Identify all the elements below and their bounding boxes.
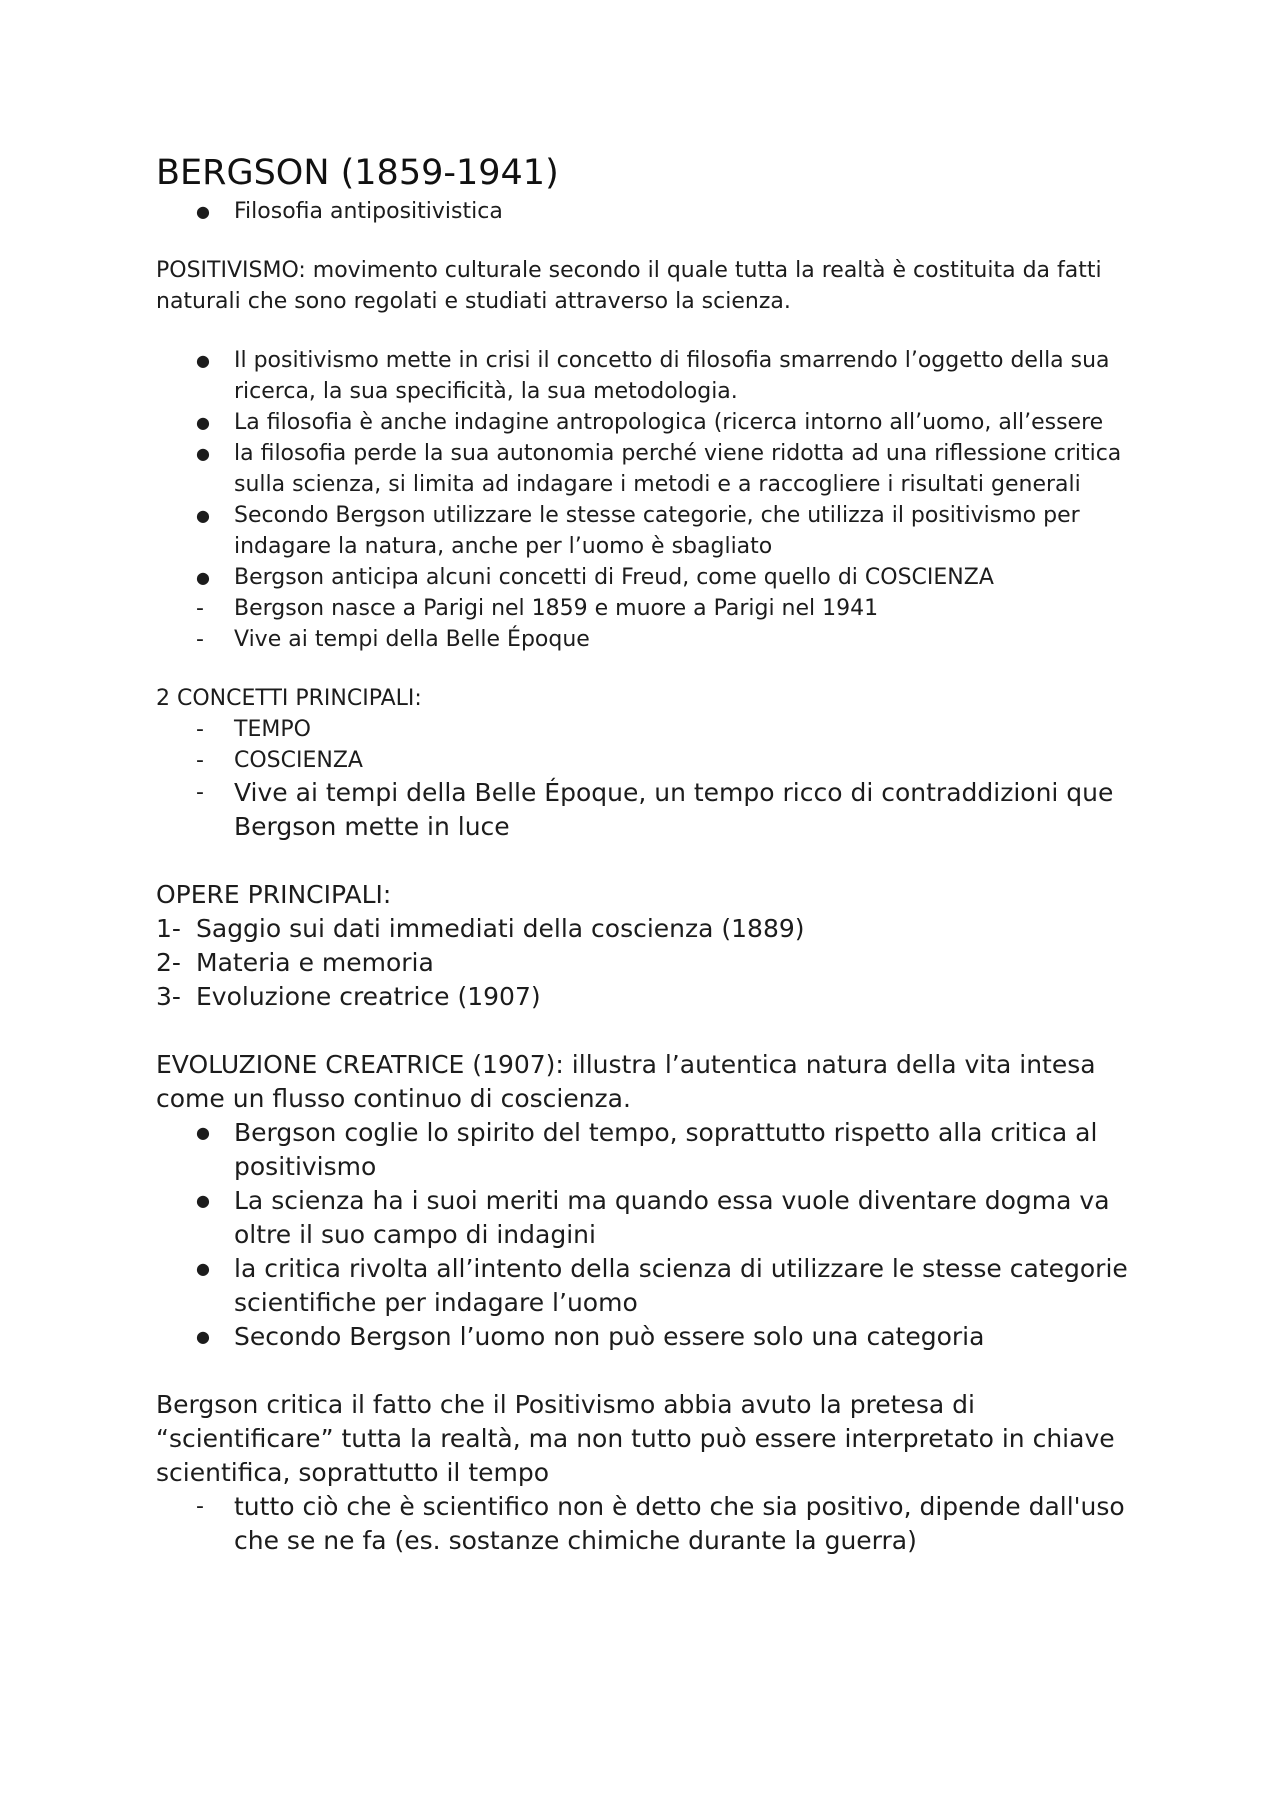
list-item-text: Secondo Bergson utilizzare le stesse categorie, che utilizza il positivismo per indagare la natura, anche per l’uomo è sbagliato xyxy=(234,503,1080,559)
list-item-text: Il positivismo mette in crisi il concetto di filosofia smarrendo l’oggetto della sua ricerca, la sua specificità, la sua metodologia. xyxy=(234,348,1110,404)
list-item-text: Saggio sui dati immediati della coscienza (1889) xyxy=(196,914,805,943)
list-item-text: tutto ciò che è scientifico non è detto che sia positivo, dipende dall'uso che se ne fa (es. sostanze chimiche durante la guerra) xyxy=(234,1492,1125,1555)
list-item-text: la critica rivolta all’intento della scienza di utilizzare le stesse categorie scientifiche per indagare l’uomo xyxy=(234,1254,1128,1317)
evoluzione-points xyxy=(156,1116,1156,1354)
bullet-icon: ● xyxy=(196,1327,210,1346)
list-item xyxy=(156,438,1156,500)
dash-icon: - xyxy=(196,717,204,742)
bullet-icon: ● xyxy=(196,202,210,221)
list-number: 3- xyxy=(156,982,181,1011)
dash-icon: - xyxy=(196,780,204,805)
bullet-icon: ● xyxy=(196,351,210,370)
concetti-heading: 2 CONCETTI PRINCIPALI: xyxy=(156,686,422,711)
bullet-icon: ● xyxy=(196,1191,210,1210)
list-item xyxy=(156,980,1156,1014)
critica-points xyxy=(156,1490,1156,1558)
dash-icon: - xyxy=(196,596,204,621)
page-title: BERGSON (1859-1941) xyxy=(156,153,559,193)
list-item xyxy=(156,1116,1156,1184)
opere-list xyxy=(156,912,1156,1014)
list-item xyxy=(156,912,1156,946)
list-item-text: Materia e memoria xyxy=(196,948,434,977)
list-item xyxy=(156,345,1156,407)
concetti-list xyxy=(156,714,1156,844)
dash-icon: - xyxy=(196,748,204,773)
positivismo-definition: POSITIVISMO: movimento culturale secondo il quale tutta la realtà è costituita da fatti naturali che sono regolati e studiati attraverso la scienza. xyxy=(156,258,1102,314)
list-item-text: Secondo Bergson l’uomo non può essere solo una categoria xyxy=(234,1322,985,1351)
intro-list xyxy=(156,196,1156,227)
list-item xyxy=(156,407,1156,438)
list-item-text: Bergson coglie lo spirito del tempo, soprattutto rispetto alla critica al positivismo xyxy=(234,1118,1098,1181)
list-item xyxy=(156,196,1156,227)
list-item xyxy=(156,1320,1156,1354)
positivismo-points xyxy=(156,345,1156,655)
list-item-text: La scienza ha i suoi meriti ma quando essa vuole diventare dogma va oltre il suo campo di indagini xyxy=(234,1186,1110,1249)
evoluzione-definition: EVOLUZIONE CREATRICE (1907): illustra l’autentica natura della vita intesa come un flusso continuo di coscienza. xyxy=(156,1050,1096,1113)
list-item-text: Vive ai tempi della Belle Époque, un tempo ricco di contraddizioni que Bergson mette in luce xyxy=(234,778,1114,841)
list-item xyxy=(156,1184,1156,1252)
document-content xyxy=(156,150,1156,1558)
list-item xyxy=(156,562,1156,593)
list-item-text: TEMPO xyxy=(234,717,311,742)
list-item-text: La filosofia è anche indagine antropologica (ricerca intorno all’uomo, all’essere xyxy=(234,410,1104,435)
list-item xyxy=(156,776,1156,844)
dash-icon: - xyxy=(196,1494,204,1519)
list-item-text: Filosofia antipositivistica xyxy=(234,199,503,224)
bullet-icon: ● xyxy=(196,506,210,525)
list-item-text: la filosofia perde la sua autonomia perché viene ridotta ad una riflessione critica sulla scienza, si limita ad indagare i metodi e a raccogliere i risultati generali xyxy=(234,441,1122,497)
bullet-icon: ● xyxy=(196,568,210,587)
list-item-text: COSCIENZA xyxy=(234,748,363,773)
list-item-text: Bergson nasce a Parigi nel 1859 e muore a Parigi nel 1941 xyxy=(234,596,879,621)
list-item-text: Evoluzione creatrice (1907) xyxy=(196,982,541,1011)
list-number: 1- xyxy=(156,914,181,943)
list-item-text: Bergson anticipa alcuni concetti di Freud, come quello di COSCIENZA xyxy=(234,565,994,590)
bullet-icon: ● xyxy=(196,413,210,432)
bullet-icon: ● xyxy=(196,1259,210,1278)
bullet-icon: ● xyxy=(196,444,210,463)
list-item-text: Vive ai tempi della Belle Époque xyxy=(234,627,590,652)
list-number: 2- xyxy=(156,948,181,977)
list-item xyxy=(156,1490,1156,1558)
list-item xyxy=(156,946,1156,980)
dash-icon: - xyxy=(196,627,204,652)
opere-heading: OPERE PRINCIPALI: xyxy=(156,880,392,909)
list-item xyxy=(156,500,1156,562)
list-item xyxy=(156,745,1156,776)
list-item xyxy=(156,624,1156,655)
list-item xyxy=(156,1252,1156,1320)
bullet-icon: ● xyxy=(196,1123,210,1142)
list-item xyxy=(156,714,1156,745)
critica-paragraph: Bergson critica il fatto che il Positivismo abbia avuto la pretesa di “scientificare” tutta la realtà, ma non tutto può essere interpretato in chiave scientifica, soprattutto il tempo xyxy=(156,1390,1115,1487)
list-item xyxy=(156,593,1156,624)
